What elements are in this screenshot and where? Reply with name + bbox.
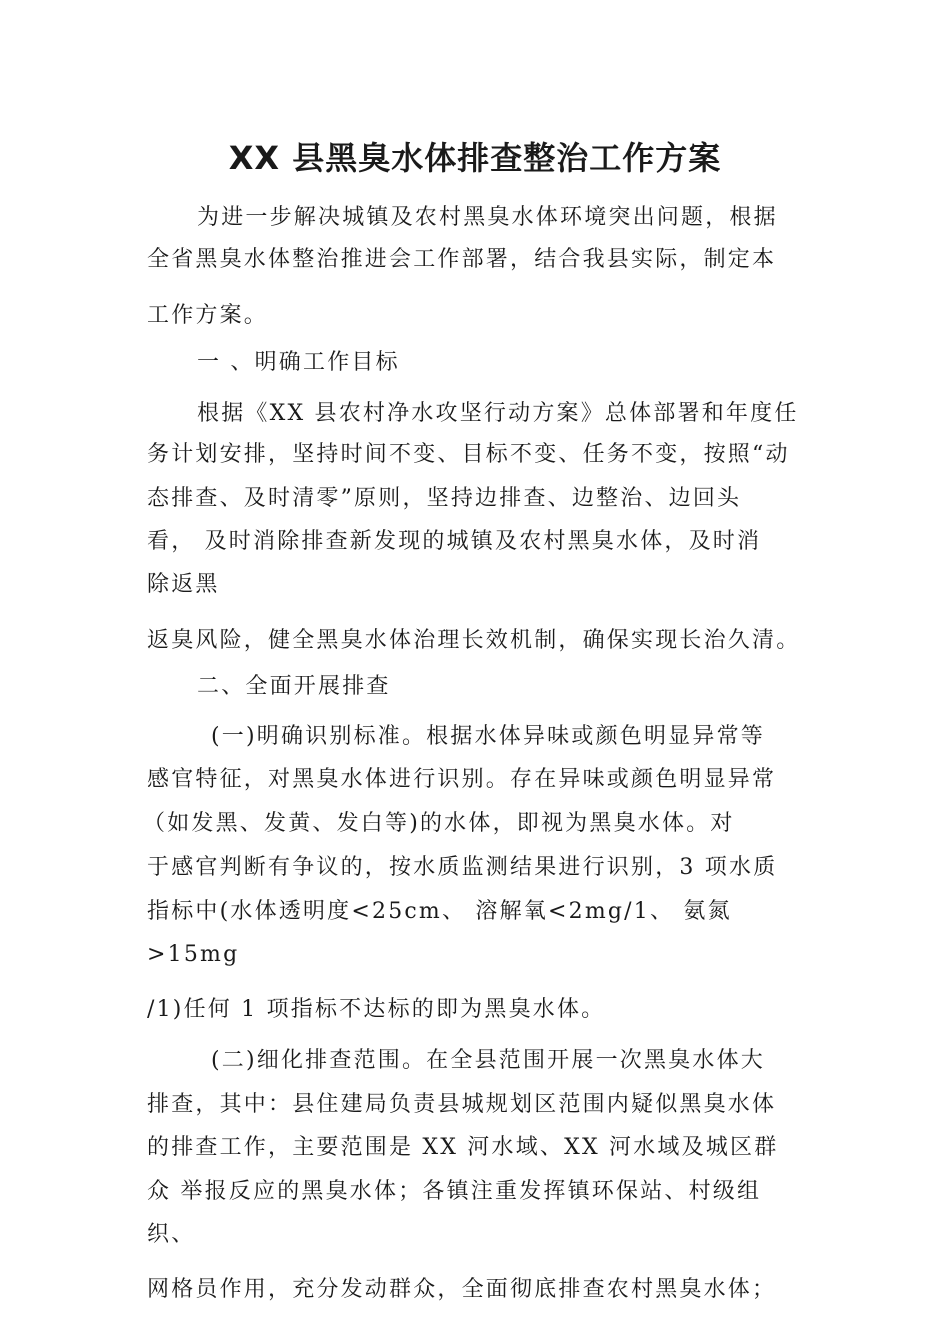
- body-line: 根据《XX 县农村净水攻坚行动方案》总体部署和年度任: [197, 401, 799, 426]
- body-line: 返臭风险，健全黑臭水体治理长效机制，确保实现长治久清。: [147, 628, 801, 653]
- body-line: 的排查工作，主要范围是 XX 河水域、XX 河水域及城区群: [147, 1135, 779, 1160]
- body-line: 全省黑臭水体整治推进会工作部署，结合我县实际，制定本: [147, 247, 777, 272]
- body-line: 态排查、及时清零”原则，坚持边排查、边整治、边回头: [147, 486, 742, 511]
- body-line: 为进一步解决城镇及农村黑臭水体环境突出问题，根据: [197, 205, 778, 230]
- body-line: （如发黑、发黄、发白等)的水体，即视为黑臭水体。对: [143, 811, 735, 836]
- body-line: 工作方案。: [147, 303, 269, 328]
- body-line: 织、: [147, 1222, 196, 1247]
- body-line: 排查，其中：县住建局负责县城规划区范围内疑似黑臭水体: [147, 1092, 777, 1117]
- body-line: >15mg: [147, 942, 240, 967]
- section-heading: 一 、明确工作目标: [197, 350, 400, 375]
- body-line: 除返黑: [147, 572, 220, 597]
- body-line: 于感官判断有争议的，按水质监测结果进行识别，3 项水质: [147, 855, 778, 880]
- body-line: (一)明确识别标准。根据水体异味或颜色明显异常等: [211, 724, 765, 749]
- body-line: 感官特征，对黑臭水体进行识别。存在异味或颜色明显异常: [147, 767, 777, 792]
- body-line: 指标中(水体透明度<25cm、 溶解氧<2mg/1、 氨氮: [147, 899, 732, 924]
- body-line: 网格员作用，充分发动群众，全面彻底排查农村黑臭水体；: [147, 1277, 777, 1302]
- body-line: /1)任何 1 项指标不达标的即为黑臭水体。: [147, 997, 606, 1022]
- section-heading: 二、全面开展排查: [197, 674, 391, 699]
- body-line: 众 举报反应的黑臭水体；各镇注重发挥镇环保站、村级组: [147, 1179, 762, 1204]
- body-line: (二)细化排查范围。在全县范围开展一次黑臭水体大: [211, 1048, 765, 1073]
- body-line: 务计划安排，坚持时间不变、目标不变、任务不变，按照“动: [147, 442, 790, 467]
- body-line: 看， 及时消除排查新发现的城镇及农村黑臭水体，及时消: [147, 529, 762, 554]
- document-title: XX 县黑臭水体排查整治工作方案: [228, 139, 722, 177]
